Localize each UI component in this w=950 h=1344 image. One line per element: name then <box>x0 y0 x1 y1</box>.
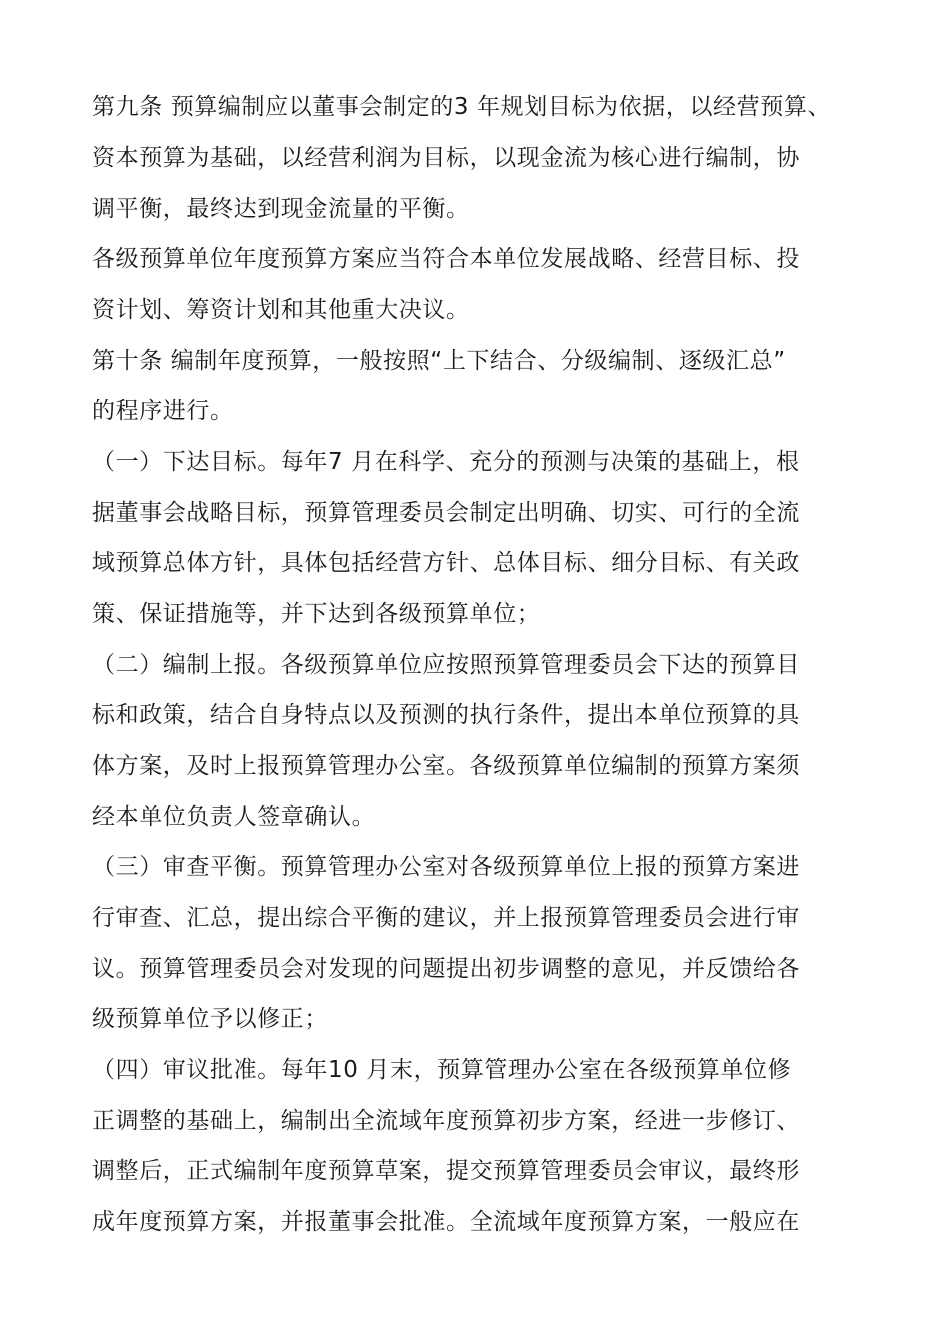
text-line: （一）下达目标。每年7 月在科学、充分的预测与决策的基础上，根 <box>92 449 800 475</box>
text-line: （四）审议批准。每年10 月末，预算管理办公室在各级预算单位修 <box>92 1057 792 1083</box>
text-line: 成年度预算方案，并报董事会批准。全流域年度预算方案，一般应在 <box>92 1209 800 1235</box>
text-line: 标和政策，结合自身特点以及预测的执行条件，提出本单位预算的具 <box>92 702 800 728</box>
text-line: 第十条 编制年度预算，一般按照“上下结合、分级编制、逐级汇总” <box>92 348 786 374</box>
text-line: （二）编制上报。各级预算单位应按照预算管理委员会下达的预算目 <box>92 652 800 678</box>
text-line: 级预算单位予以修正； <box>92 1006 328 1032</box>
text-line: 第九条 预算编制应以董事会制定的3 年规划目标为依据，以经营预算、 <box>92 94 832 120</box>
text-line: 议。预算管理委员会对发现的问题提出初步调整的意见，并反馈给各 <box>92 956 800 982</box>
text-line: 调整后，正式编制年度预算草案，提交预算管理委员会审议，最终形 <box>92 1158 800 1184</box>
text-line: 行审查、汇总，提出综合平衡的建议，并上报预算管理委员会进行审 <box>92 905 800 931</box>
text-line: 调平衡，最终达到现金流量的平衡。 <box>92 196 470 222</box>
text-line: 资本预算为基础，以经营利润为目标，以现金流为核心进行编制，协 <box>92 145 800 171</box>
text-line: 经本单位负责人签章确认。 <box>92 804 376 830</box>
text-line: 体方案，及时上报预算管理办公室。各级预算单位编制的预算方案须 <box>92 753 800 779</box>
text-line: 域预算总体方针，具体包括经营方针、总体目标、细分目标、有关政 <box>92 550 800 576</box>
text-line: 策、保证措施等，并下达到各级预算单位； <box>92 601 541 627</box>
text-line: 正调整的基础上，编制出全流域年度预算初步方案，经进一步修订、 <box>92 1108 800 1134</box>
text-line: （三）审查平衡。预算管理办公室对各级预算单位上报的预算方案进 <box>92 854 800 880</box>
text-line: 据董事会战略目标，预算管理委员会制定出明确、切实、可行的全流 <box>92 500 800 526</box>
text-line: 各级预算单位年度预算方案应当符合本单位发展战略、经营目标、投 <box>92 246 800 272</box>
text-line: 的程序进行。 <box>92 398 234 424</box>
text-line: 资计划、筹资计划和其他重大决议。 <box>92 297 470 323</box>
